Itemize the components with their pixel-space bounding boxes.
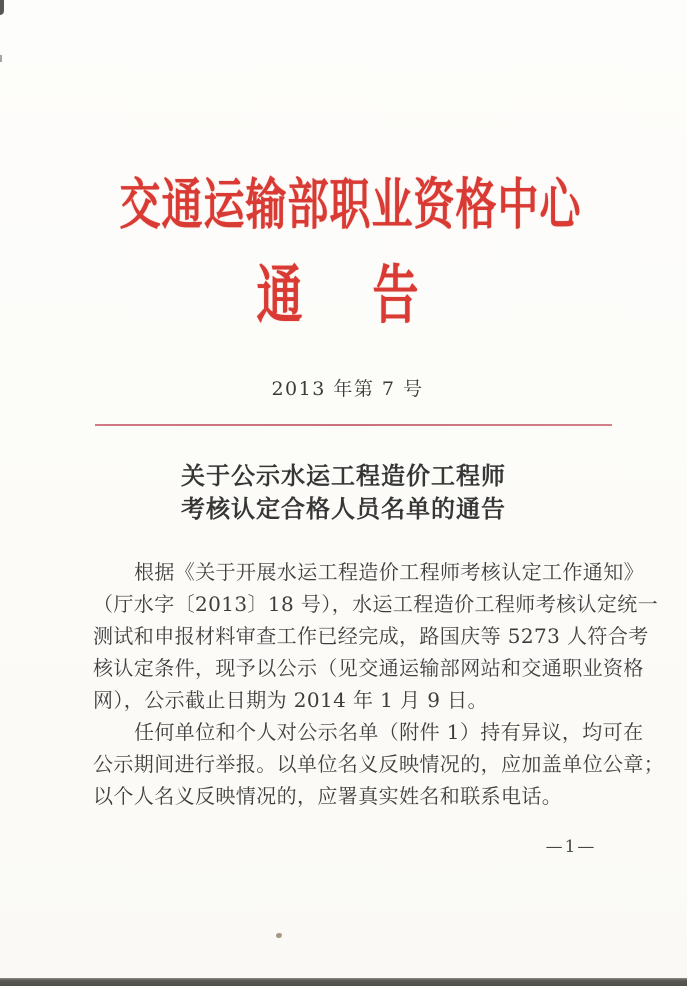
body-line: 任何单位和个人对公示名单（附件 1）持有异议，均可在 [134,720,644,744]
issuer-title: 交通运输部职业资格中心 [119,171,582,237]
document-number: 2013 年第 7 号 [271,378,424,400]
body-line: （厅水字〔2013〕18 号），水运工程造价工程师考核认定统一 [93,592,659,616]
body-paragraph-1 [93,556,659,716]
notice-body [93,556,665,812]
body-line: 测试和申报材料审查工作已经完成，路国庆等 5273 人符合考 [93,624,649,648]
red-divider-rule [95,424,612,426]
body-line: 公示期间进行举报。以单位名义反映情况的，应加盖单位公章； [93,752,665,776]
body-line: 根据《关于开展水运工程造价工程师考核认定工作通知》 [134,560,644,584]
scan-artifact-edge-mark [0,55,2,62]
notice-title-line2: 考核认定合格人员名单的通告 [181,494,506,523]
page-number: —1— [545,837,597,857]
body-paragraph-2 [93,716,665,812]
scan-artifact-speck [276,933,282,938]
notice-title-line1: 关于公示水运工程造价工程师 [181,461,506,490]
scan-artifact-bottom-strip [0,978,687,986]
scan-artifact-corner-mark [0,0,4,15]
body-line: 网），公示截止日期为 2014 年 1 月 9 日。 [93,688,488,712]
body-line: 核认定条件，现予以公示（见交通运输部网站和交通职业资格 [93,656,644,680]
notice-title [0,459,687,525]
body-line: 以个人名义反映情况的，应署真实姓名和联系电话。 [93,784,563,808]
notice-type-title: 通 告 [256,257,431,333]
